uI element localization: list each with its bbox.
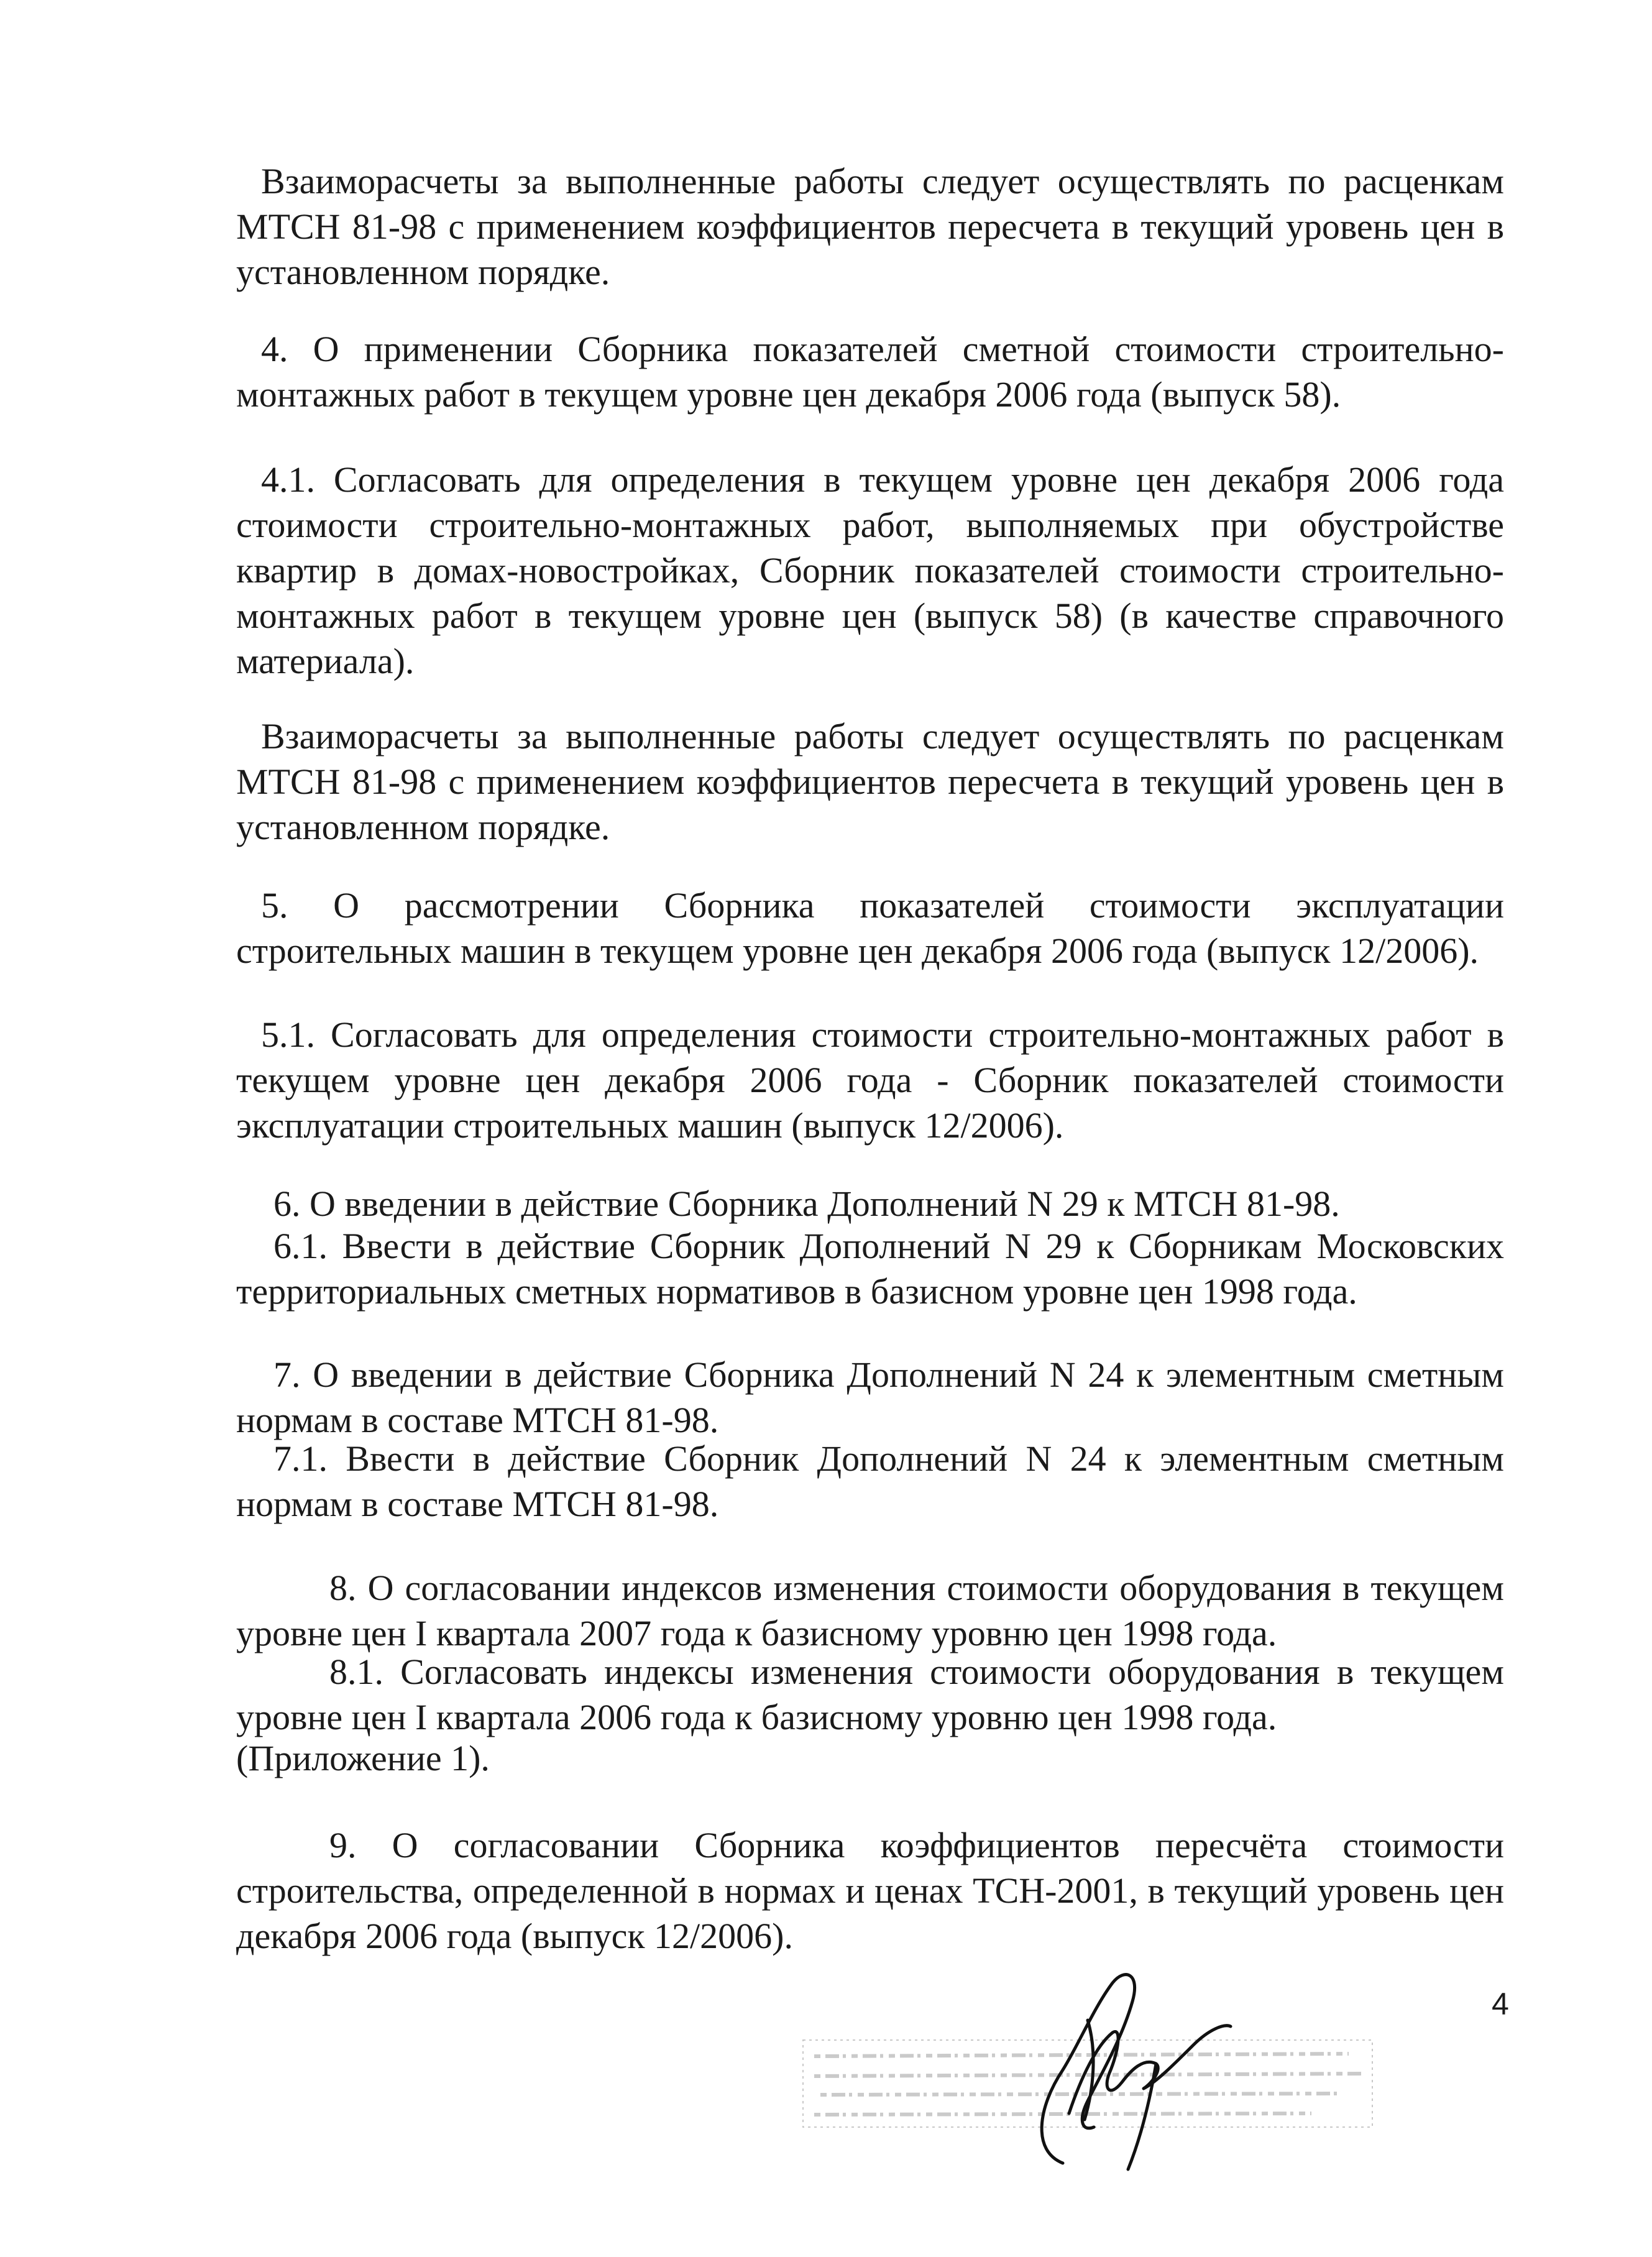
page-number: 4 [1492, 1987, 1509, 2021]
paragraph-item-4-1: 4.1. Согласовать для определения в текущем уровне цен декабря 2006 года стоимости строительно-монтажных работ, выполняемых при обустройстве квартир в домах-новостройках, Сборник показателей стоимости строительно-монтажных работ в текущем уровне цен (выпуск 58) (в качестве справочного материала). [236, 459, 1504, 681]
paragraph-item-6: 6. О введении в действие Сборника Дополнений N 29 к МТСН 81-98. [273, 1184, 1340, 1224]
paragraph-item-9: 9. О согласовании Сборника коэффициентов пересчёта стоимости строительства, определенной в нормах и ценах ТСН-2001, в текущий уровень цен декабря 2006 года (выпуск 12/2006). [236, 1825, 1504, 1956]
paragraph-item-7: 7. О введении в действие Сборника Дополнений N 24 к элементным сметным нормам в составе МТСН 81-98. [236, 1354, 1504, 1440]
paragraph-item-4: 4. О применении Сборника показателей сметной стоимости строительно-монтажных работ в текущем уровне цен декабря 2006 года (выпуск 58). [236, 329, 1504, 415]
paragraph-settlements-2: Взаиморасчеты за выполненные работы следует осуществлять по расценкам МТСН 81-98 с применением коэффициентов пересчета в текущий уровень цен в установленном порядке. [236, 716, 1504, 847]
signature-image [970, 1964, 1237, 2176]
paragraph-item-6-1: 6.1. Ввести в действие Сборник Дополнений N 29 к Сборникам Московских территориальных сметных нормативов в базисном уровне цен 1998 года. [236, 1226, 1504, 1312]
paragraph-item-5-1: 5.1. Согласовать для определения стоимости строительно-монтажных работ в текущем уровне цен декабря 2006 года - Сборник показателей стоимости эксплуатации строительных машин (выпуск 12/2006). [236, 1014, 1504, 1146]
paragraph-appendix-ref: (Приложение 1). [236, 1738, 490, 1778]
paragraph-item-8-1: 8.1. Согласовать индексы изменения стоимости оборудования в текущем уровне цен I квартала 2006 года к базисному уровню цен 1998 года. [236, 1652, 1504, 1737]
paragraph-item-5: 5. О рассмотрении Сборника показателей стоимости эксплуатации строительных машин в текущем уровне цен декабря 2006 года (выпуск 12/2006). [236, 885, 1504, 971]
paragraph-item-7-1: 7.1. Ввести в действие Сборник Дополнений N 24 к элементным сметным нормам в составе МТСН 81-98. [236, 1438, 1504, 1524]
paragraph-settlements-1: Взаиморасчеты за выполненные работы следует осуществлять по расценкам МТСН 81-98 с применением коэффициентов пересчета в текущий уровень цен в установленном порядке. [236, 161, 1504, 292]
paragraph-item-8: 8. О согласовании индексов изменения стоимости оборудования в текущем уровне цен I квартала 2007 года к базисному уровню цен 1998 года. [236, 1568, 1504, 1653]
